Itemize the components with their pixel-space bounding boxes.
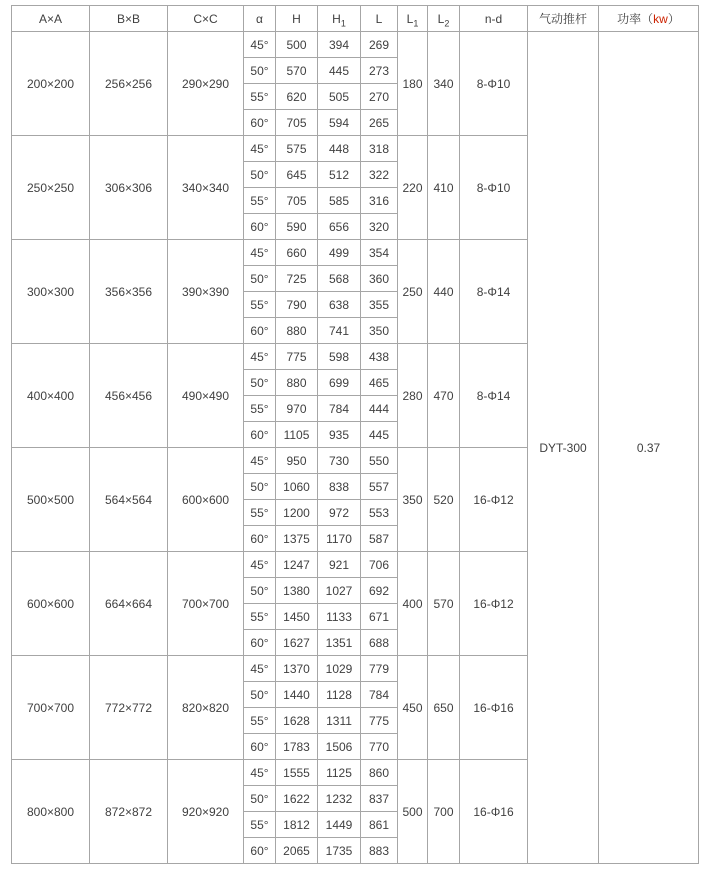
cell-alpha: 55° bbox=[244, 84, 276, 110]
cell-axa: 250×250 bbox=[12, 136, 90, 240]
cell-h1: 972 bbox=[318, 500, 361, 526]
cell-bxb: 306×306 bbox=[90, 136, 168, 240]
cell-h1: 499 bbox=[318, 240, 361, 266]
header-h: H bbox=[276, 6, 318, 32]
cell-pneumatic-pusher: DYT-300 bbox=[528, 32, 599, 864]
cell-h: 1450 bbox=[276, 604, 318, 630]
cell-h1: 784 bbox=[318, 396, 361, 422]
cell-h: 705 bbox=[276, 188, 318, 214]
cell-l2: 650 bbox=[428, 656, 460, 760]
cell-l: 316 bbox=[361, 188, 398, 214]
cell-h: 1627 bbox=[276, 630, 318, 656]
cell-alpha: 50° bbox=[244, 786, 276, 812]
header-bxb: B×B bbox=[90, 6, 168, 32]
cell-h: 590 bbox=[276, 214, 318, 240]
header-row bbox=[12, 6, 699, 32]
spec-table bbox=[11, 5, 699, 864]
cell-h: 775 bbox=[276, 344, 318, 370]
cell-cxc: 290×290 bbox=[168, 32, 244, 136]
cell-l: 706 bbox=[361, 552, 398, 578]
cell-h: 645 bbox=[276, 162, 318, 188]
cell-bxb: 456×456 bbox=[90, 344, 168, 448]
cell-h1: 505 bbox=[318, 84, 361, 110]
cell-axa: 400×400 bbox=[12, 344, 90, 448]
cell-h1: 594 bbox=[318, 110, 361, 136]
cell-bxb: 564×564 bbox=[90, 448, 168, 552]
header-l2: $L_2$ bbox=[428, 6, 460, 32]
cell-h: 705 bbox=[276, 110, 318, 136]
cell-h: 1622 bbox=[276, 786, 318, 812]
cell-bxb: 872×872 bbox=[90, 760, 168, 864]
cell-h1: 638 bbox=[318, 292, 361, 318]
cell-cxc: 920×920 bbox=[168, 760, 244, 864]
cell-h1: 585 bbox=[318, 188, 361, 214]
cell-nd: 16-Φ16 bbox=[460, 760, 528, 864]
cell-l: 671 bbox=[361, 604, 398, 630]
cell-h1: 568 bbox=[318, 266, 361, 292]
cell-cxc: 700×700 bbox=[168, 552, 244, 656]
cell-axa: 500×500 bbox=[12, 448, 90, 552]
cell-power: 0.37 bbox=[599, 32, 699, 864]
cell-l: 438 bbox=[361, 344, 398, 370]
cell-h: 790 bbox=[276, 292, 318, 318]
cell-h1: 1311 bbox=[318, 708, 361, 734]
cell-l: 445 bbox=[361, 422, 398, 448]
cell-h1: 448 bbox=[318, 136, 361, 162]
header-n-d: n-d bbox=[460, 6, 528, 32]
cell-h: 970 bbox=[276, 396, 318, 422]
cell-l: 553 bbox=[361, 500, 398, 526]
power-unit-accent: kw bbox=[653, 12, 668, 26]
cell-l: 320 bbox=[361, 214, 398, 240]
cell-axa: 300×300 bbox=[12, 240, 90, 344]
cell-alpha: 50° bbox=[244, 578, 276, 604]
cell-h: 660 bbox=[276, 240, 318, 266]
cell-h: 1375 bbox=[276, 526, 318, 552]
cell-l1: 280 bbox=[398, 344, 428, 448]
cell-l1: 500 bbox=[398, 760, 428, 864]
cell-l1: 180 bbox=[398, 32, 428, 136]
cell-bxb: 356×356 bbox=[90, 240, 168, 344]
cell-l: 775 bbox=[361, 708, 398, 734]
cell-l: 784 bbox=[361, 682, 398, 708]
cell-l: 265 bbox=[361, 110, 398, 136]
cell-h: 1247 bbox=[276, 552, 318, 578]
cell-alpha: 50° bbox=[244, 370, 276, 396]
cell-l: 360 bbox=[361, 266, 398, 292]
header-h1: $H_1$ bbox=[318, 6, 361, 32]
cell-l: 350 bbox=[361, 318, 398, 344]
cell-h1: 741 bbox=[318, 318, 361, 344]
cell-nd: 16-Φ16 bbox=[460, 656, 528, 760]
cell-axa: 600×600 bbox=[12, 552, 90, 656]
cell-alpha: 60° bbox=[244, 526, 276, 552]
cell-h1: 1128 bbox=[318, 682, 361, 708]
cell-alpha: 50° bbox=[244, 58, 276, 84]
cell-alpha: 45° bbox=[244, 344, 276, 370]
cell-alpha: 45° bbox=[244, 760, 276, 786]
cell-axa: 200×200 bbox=[12, 32, 90, 136]
cell-h: 950 bbox=[276, 448, 318, 474]
cell-h: 1380 bbox=[276, 578, 318, 604]
cell-alpha: 55° bbox=[244, 812, 276, 838]
cell-l: 270 bbox=[361, 84, 398, 110]
cell-h1: 1027 bbox=[318, 578, 361, 604]
cell-cxc: 600×600 bbox=[168, 448, 244, 552]
cell-h: 1200 bbox=[276, 500, 318, 526]
cell-l: 837 bbox=[361, 786, 398, 812]
cell-alpha: 45° bbox=[244, 656, 276, 682]
cell-l2: 700 bbox=[428, 760, 460, 864]
cell-alpha: 45° bbox=[244, 448, 276, 474]
cell-l: 318 bbox=[361, 136, 398, 162]
cell-l1: 450 bbox=[398, 656, 428, 760]
cell-l: 354 bbox=[361, 240, 398, 266]
cell-l2: 570 bbox=[428, 552, 460, 656]
cell-l: 861 bbox=[361, 812, 398, 838]
cell-l1: 220 bbox=[398, 136, 428, 240]
cell-alpha: 60° bbox=[244, 110, 276, 136]
cell-l2: 470 bbox=[428, 344, 460, 448]
cell-alpha: 55° bbox=[244, 604, 276, 630]
cell-l: 770 bbox=[361, 734, 398, 760]
cell-alpha: 60° bbox=[244, 318, 276, 344]
header-alpha: α bbox=[244, 6, 276, 32]
cell-axa: 800×800 bbox=[12, 760, 90, 864]
cell-h1: 935 bbox=[318, 422, 361, 448]
cell-alpha: 55° bbox=[244, 188, 276, 214]
cell-l: 860 bbox=[361, 760, 398, 786]
cell-axa: 700×700 bbox=[12, 656, 90, 760]
cell-cxc: 490×490 bbox=[168, 344, 244, 448]
cell-h: 500 bbox=[276, 32, 318, 58]
cell-alpha: 50° bbox=[244, 682, 276, 708]
cell-h: 1555 bbox=[276, 760, 318, 786]
cell-l: 688 bbox=[361, 630, 398, 656]
cell-alpha: 60° bbox=[244, 734, 276, 760]
cell-alpha: 60° bbox=[244, 838, 276, 864]
header-power: 功率（kw） bbox=[599, 6, 699, 32]
header-cxc: C×C bbox=[168, 6, 244, 32]
cell-l2: 340 bbox=[428, 32, 460, 136]
cell-alpha: 55° bbox=[244, 396, 276, 422]
table-row bbox=[12, 32, 699, 58]
cell-alpha: 45° bbox=[244, 552, 276, 578]
cell-h: 1783 bbox=[276, 734, 318, 760]
cell-h1: 656 bbox=[318, 214, 361, 240]
cell-bxb: 664×664 bbox=[90, 552, 168, 656]
cell-nd: 8-Φ10 bbox=[460, 32, 528, 136]
cell-h1: 1133 bbox=[318, 604, 361, 630]
cell-l: 587 bbox=[361, 526, 398, 552]
cell-h1: 699 bbox=[318, 370, 361, 396]
cell-h: 1812 bbox=[276, 812, 318, 838]
cell-alpha: 60° bbox=[244, 422, 276, 448]
cell-nd: 8-Φ14 bbox=[460, 344, 528, 448]
cell-h1: 1506 bbox=[318, 734, 361, 760]
cell-bxb: 256×256 bbox=[90, 32, 168, 136]
cell-h: 1440 bbox=[276, 682, 318, 708]
cell-alpha: 45° bbox=[244, 136, 276, 162]
cell-h: 620 bbox=[276, 84, 318, 110]
cell-cxc: 340×340 bbox=[168, 136, 244, 240]
cell-h1: 838 bbox=[318, 474, 361, 500]
cell-h: 880 bbox=[276, 318, 318, 344]
cell-l1: 350 bbox=[398, 448, 428, 552]
cell-l: 550 bbox=[361, 448, 398, 474]
cell-nd: 16-Φ12 bbox=[460, 448, 528, 552]
cell-h1: 1449 bbox=[318, 812, 361, 838]
cell-l: 269 bbox=[361, 32, 398, 58]
cell-h1: 598 bbox=[318, 344, 361, 370]
cell-alpha: 55° bbox=[244, 500, 276, 526]
cell-h1: 445 bbox=[318, 58, 361, 84]
cell-h1: 1029 bbox=[318, 656, 361, 682]
header-pneumatic-pusher: 气动推杆 bbox=[528, 6, 599, 32]
cell-l: 465 bbox=[361, 370, 398, 396]
cell-h1: 1232 bbox=[318, 786, 361, 812]
cell-h: 725 bbox=[276, 266, 318, 292]
cell-h1: 512 bbox=[318, 162, 361, 188]
cell-h1: 1735 bbox=[318, 838, 361, 864]
cell-h: 1628 bbox=[276, 708, 318, 734]
cell-cxc: 820×820 bbox=[168, 656, 244, 760]
cell-l: 273 bbox=[361, 58, 398, 84]
cell-h: 575 bbox=[276, 136, 318, 162]
cell-bxb: 772×772 bbox=[90, 656, 168, 760]
cell-alpha: 55° bbox=[244, 292, 276, 318]
cell-h: 1105 bbox=[276, 422, 318, 448]
cell-h1: 1125 bbox=[318, 760, 361, 786]
cell-h1: 921 bbox=[318, 552, 361, 578]
cell-cxc: 390×390 bbox=[168, 240, 244, 344]
header-l1: $L_1$ bbox=[398, 6, 428, 32]
cell-alpha: 45° bbox=[244, 240, 276, 266]
cell-alpha: 60° bbox=[244, 630, 276, 656]
cell-alpha: 55° bbox=[244, 708, 276, 734]
cell-h1: 1351 bbox=[318, 630, 361, 656]
cell-l: 557 bbox=[361, 474, 398, 500]
cell-nd: 8-Φ10 bbox=[460, 136, 528, 240]
cell-h: 880 bbox=[276, 370, 318, 396]
table-body bbox=[12, 32, 699, 864]
cell-alpha: 60° bbox=[244, 214, 276, 240]
cell-nd: 8-Φ14 bbox=[460, 240, 528, 344]
cell-l: 444 bbox=[361, 396, 398, 422]
cell-h: 1370 bbox=[276, 656, 318, 682]
cell-l: 883 bbox=[361, 838, 398, 864]
cell-alpha: 50° bbox=[244, 266, 276, 292]
cell-l: 355 bbox=[361, 292, 398, 318]
cell-h1: 394 bbox=[318, 32, 361, 58]
cell-alpha: 50° bbox=[244, 162, 276, 188]
cell-l: 692 bbox=[361, 578, 398, 604]
cell-l2: 520 bbox=[428, 448, 460, 552]
cell-h1: 730 bbox=[318, 448, 361, 474]
cell-l2: 440 bbox=[428, 240, 460, 344]
cell-l1: 250 bbox=[398, 240, 428, 344]
table-header bbox=[12, 6, 699, 32]
cell-h: 570 bbox=[276, 58, 318, 84]
cell-nd: 16-Φ12 bbox=[460, 552, 528, 656]
cell-h1: 1170 bbox=[318, 526, 361, 552]
cell-h: 1060 bbox=[276, 474, 318, 500]
cell-alpha: 50° bbox=[244, 474, 276, 500]
cell-h: 2065 bbox=[276, 838, 318, 864]
cell-l2: 410 bbox=[428, 136, 460, 240]
header-l: L bbox=[361, 6, 398, 32]
cell-l1: 400 bbox=[398, 552, 428, 656]
cell-alpha: 45° bbox=[244, 32, 276, 58]
cell-l: 779 bbox=[361, 656, 398, 682]
cell-l: 322 bbox=[361, 162, 398, 188]
header-axa: A×A bbox=[12, 6, 90, 32]
